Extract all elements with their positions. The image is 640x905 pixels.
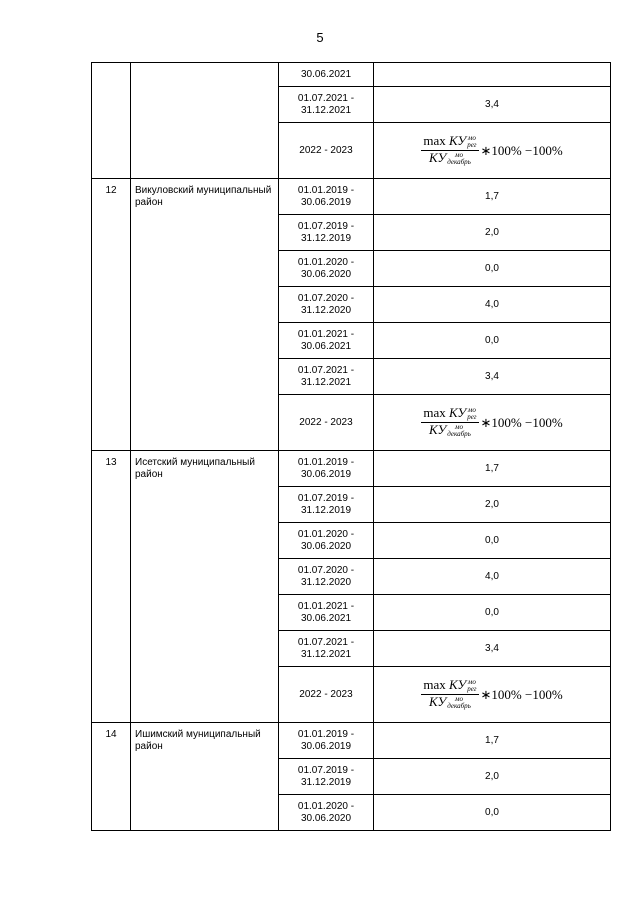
- formula-ku: КУ: [448, 404, 467, 420]
- value-cell: [374, 667, 611, 723]
- formula-sup: мо: [455, 151, 464, 160]
- period-cell: 01.07.2021 - 31.12.2021: [279, 359, 374, 395]
- table-body: [92, 63, 611, 831]
- formula-max: max: [423, 404, 446, 420]
- period-cell: 2022 - 2023: [279, 123, 374, 179]
- period-cell: 01.01.2019 - 30.06.2019: [279, 179, 374, 215]
- formula-ku: КУ: [429, 694, 447, 709]
- value-cell: 2,0: [374, 487, 611, 523]
- period-cell: 2022 - 2023: [279, 667, 374, 723]
- formula-ku: КУ: [429, 422, 447, 437]
- period-cell: 01.01.2020 - 30.06.2020: [279, 795, 374, 831]
- value-cell: 3,4: [374, 631, 611, 667]
- value-cell: 0,0: [374, 795, 611, 831]
- formula-fraction: [421, 404, 478, 439]
- period-cell: 2022 - 2023: [279, 395, 374, 451]
- value-cell: [374, 123, 611, 179]
- formula-denominator: [427, 695, 473, 710]
- formula-tail: ∗100% −100%: [480, 142, 563, 158]
- municipality-name: Ишимский муниципальный район: [131, 723, 279, 831]
- table-row: [92, 63, 611, 87]
- formula-ku: КУ: [429, 150, 447, 165]
- period-cell: 01.07.2021 - 31.12.2021: [279, 87, 374, 123]
- municipality-name: [131, 63, 279, 179]
- municipality-name: Викуловский муниципальный район: [131, 179, 279, 451]
- period-cell: 01.07.2020 - 31.12.2020: [279, 287, 374, 323]
- period-cell: 01.07.2019 - 31.12.2019: [279, 215, 374, 251]
- value-cell: 0,0: [374, 523, 611, 559]
- period-cell: 01.07.2019 - 31.12.2019: [279, 759, 374, 795]
- formula-denominator: [427, 423, 473, 438]
- formula-max: max: [423, 676, 446, 692]
- period-cell: 01.01.2020 - 30.06.2020: [279, 523, 374, 559]
- period-cell: 01.01.2021 - 30.06.2021: [279, 323, 374, 359]
- formula-ku: КУ: [448, 676, 467, 692]
- formula-sub-den: декабрь: [447, 430, 471, 439]
- value-cell: 3,4: [374, 87, 611, 123]
- value-cell: 0,0: [374, 595, 611, 631]
- value-cell: [374, 63, 611, 87]
- formula-sub-num: рег: [467, 685, 477, 693]
- period-cell: 01.01.2019 - 30.06.2019: [279, 723, 374, 759]
- table-row: [92, 451, 611, 487]
- value-cell: 4,0: [374, 559, 611, 595]
- value-cell: 2,0: [374, 759, 611, 795]
- period-cell: 30.06.2021: [279, 63, 374, 87]
- formula-max: max: [423, 132, 446, 148]
- formula-numerator: [421, 132, 478, 151]
- value-cell: 0,0: [374, 251, 611, 287]
- formula-tail: ∗100% −100%: [480, 686, 563, 702]
- value-cell: 4,0: [374, 287, 611, 323]
- period-cell: 01.01.2020 - 30.06.2020: [279, 251, 374, 287]
- formula-tail: ∗100% −100%: [480, 414, 563, 430]
- formula-fraction: [421, 676, 478, 711]
- formula-sub-den: декабрь: [447, 158, 471, 167]
- row-number: 14: [92, 723, 131, 831]
- formula-sup: мо: [467, 406, 476, 414]
- formula: [421, 132, 563, 167]
- value-cell: 1,7: [374, 451, 611, 487]
- formula-denominator: [427, 151, 473, 166]
- value-cell: 2,0: [374, 215, 611, 251]
- formula-sub-den: декабрь: [447, 702, 471, 711]
- formula-fraction: [421, 132, 478, 167]
- table-row: [92, 179, 611, 215]
- value-cell: 1,7: [374, 723, 611, 759]
- formula-numerator: [421, 676, 478, 695]
- coefficient-table: [91, 62, 611, 831]
- period-cell: 01.01.2021 - 30.06.2021: [279, 595, 374, 631]
- table-row: [92, 723, 611, 759]
- period-cell: 01.07.2019 - 31.12.2019: [279, 487, 374, 523]
- value-cell: [374, 395, 611, 451]
- row-number: 13: [92, 451, 131, 723]
- formula: [421, 676, 563, 711]
- value-cell: 1,7: [374, 179, 611, 215]
- value-cell: 3,4: [374, 359, 611, 395]
- formula-sup: мо: [455, 423, 464, 432]
- row-number: [92, 63, 131, 179]
- period-cell: 01.01.2019 - 30.06.2019: [279, 451, 374, 487]
- formula-sub-num: рег: [467, 141, 477, 149]
- formula: [421, 404, 563, 439]
- page-number: 5: [316, 30, 324, 45]
- formula-sup: мо: [467, 678, 476, 686]
- municipality-name: Исетский муниципальный район: [131, 451, 279, 723]
- value-cell: 0,0: [374, 323, 611, 359]
- row-number: 12: [92, 179, 131, 451]
- formula-sub-num: рег: [467, 413, 477, 421]
- formula-sup: мо: [467, 134, 476, 142]
- formula-ku: КУ: [448, 132, 467, 148]
- period-cell: 01.07.2021 - 31.12.2021: [279, 631, 374, 667]
- formula-sup: мо: [455, 695, 464, 704]
- period-cell: 01.07.2020 - 31.12.2020: [279, 559, 374, 595]
- formula-numerator: [421, 404, 478, 423]
